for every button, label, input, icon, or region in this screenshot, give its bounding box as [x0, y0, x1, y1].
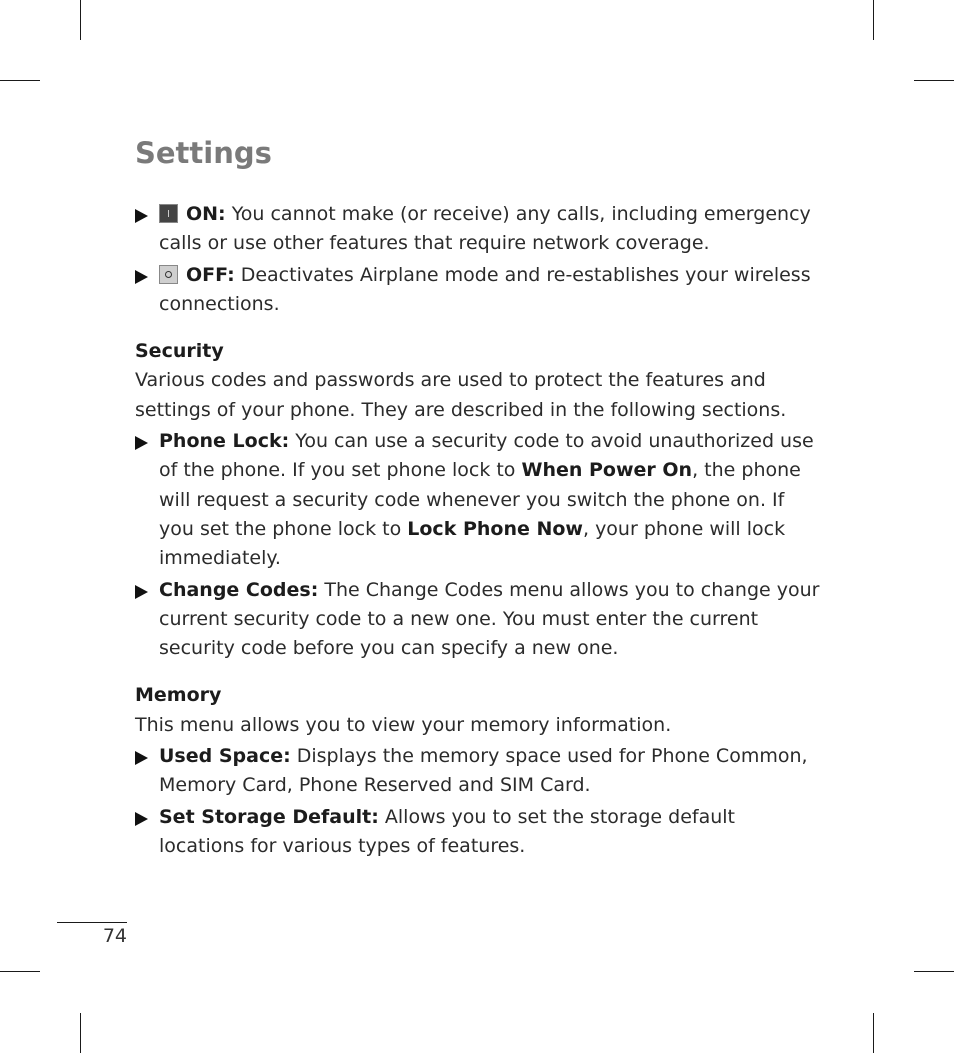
term-label: OFF: [186, 263, 235, 286]
list-item-change-codes [135, 576, 825, 664]
term-label: Change Codes: [159, 578, 319, 601]
term-label: Phone Lock: [159, 430, 290, 453]
item-text: You cannot make (or receive) any calls, including emergency calls or use other features that require network coverage. [159, 203, 811, 255]
page-content [135, 200, 825, 863]
list-item-airplane-off [135, 261, 825, 320]
section-intro: Various codes and passwords are used to protect the features and settings of your phone. They are described in the following sections. [135, 369, 787, 421]
section-heading-memory: Memory [135, 684, 222, 707]
list-item-used-space [135, 742, 825, 801]
bullet-arrow-icon [135, 209, 148, 223]
crop-mark [914, 80, 954, 81]
list-item-phone-lock [135, 427, 825, 573]
list-item-set-storage-default [135, 803, 825, 862]
section-heading-security: Security [135, 340, 224, 363]
bullet-arrow-icon [135, 270, 148, 284]
crop-mark [80, 1013, 81, 1053]
airplane-on-icon [159, 204, 178, 223]
emphasis-text: When Power On [521, 459, 693, 482]
item-text: Allows you to set the storage default locations for various types of features. [159, 805, 735, 857]
crop-mark [914, 971, 954, 972]
item-text: Deactivates Airplane mode and re-establishes your wireless connections. [159, 263, 811, 315]
footer-rule [57, 922, 127, 923]
bullet-arrow-icon [135, 585, 148, 599]
list-item-airplane-on [135, 200, 825, 259]
crop-mark [0, 971, 40, 972]
section-intro: This menu allows you to view your memory information. [135, 713, 672, 736]
emphasis-text: Lock Phone Now [407, 517, 583, 540]
term-label: Set Storage Default: [159, 805, 379, 828]
crop-mark [0, 80, 40, 81]
crop-mark [873, 0, 874, 40]
item-text: , the phone will request a security code whenever you switch the phone on. If you set the phone lock to [159, 459, 801, 540]
term-label: ON: [186, 203, 226, 225]
bullet-arrow-icon [135, 436, 148, 450]
item-text: , your phone will lock immediately. [159, 517, 786, 570]
crop-mark [80, 0, 81, 40]
page-title: Settings [135, 136, 272, 170]
item-text: The Change Codes menu allows you to change your current security code to a new one. You must enter the current security code before you can specify a new one. [159, 578, 820, 660]
bullet-arrow-icon [135, 751, 148, 765]
term-label: Used Space: [159, 745, 291, 768]
crop-mark [873, 1013, 874, 1053]
item-text: You can use a security code to avoid unauthorized use of the phone. If you set phone lock to [159, 430, 814, 482]
bullet-arrow-icon [135, 812, 148, 826]
page-number: 74 [102, 925, 127, 947]
airplane-off-icon [159, 265, 178, 284]
item-text: Displays the memory space used for Phone Common, Memory Card, Phone Reserved and SIM Card. [159, 745, 808, 797]
